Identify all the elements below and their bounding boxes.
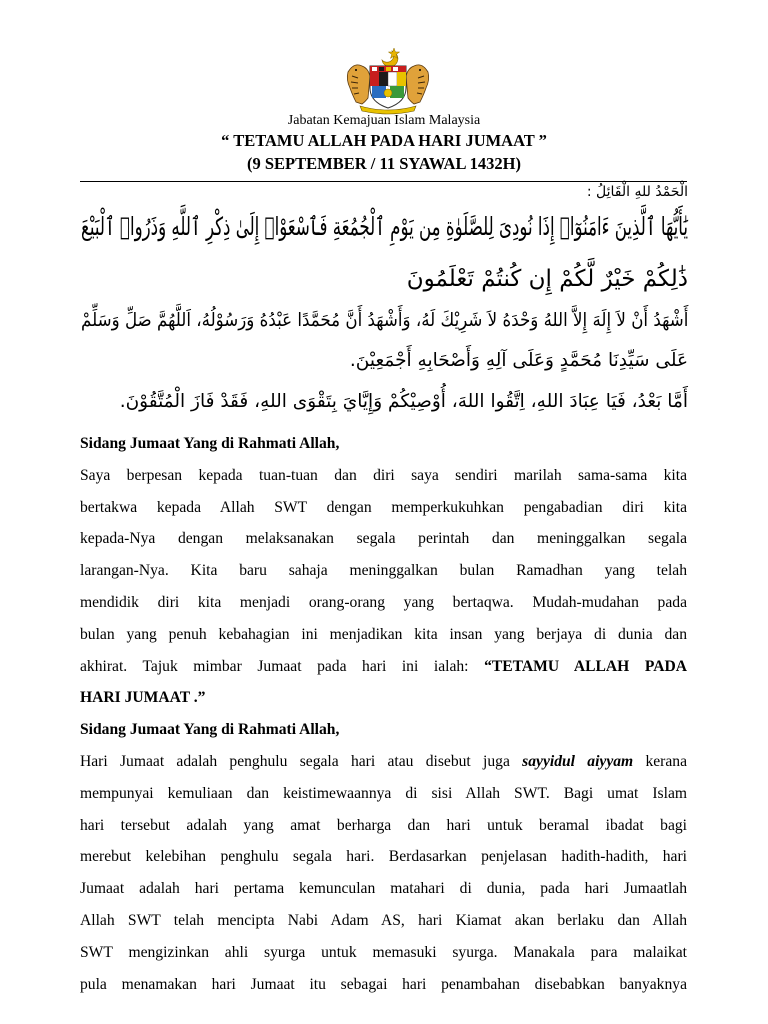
paragraph-line: Allah SWT telah mencipta Nabi Adam AS, hari Kiamat akan berlaku dan Allah bbox=[80, 911, 687, 929]
sermon-title-reference-end: HARI JUMAAT .” bbox=[80, 689, 206, 707]
arabic-shahada-line-1: أَشْهَدُ أَنْ لاَ إِلَهَ إِلاَّ اللهُ وَحْدَهُ لاَ شَرِيْكَ لَهُ، وَأَشْهَدُ أَنَّ مُحَمَّدًا عَبْدُهُ وَرَسُوْلُهُ، اَللَّهُمَّ صَلِّ وَسَلِّمْ bbox=[80, 310, 688, 331]
sermon-title: “ TETAMU ALLAH PADA HARI JUMAAT ” bbox=[221, 131, 547, 150]
arabic-opening: الْحَمْدُ للهِ الْقَائِلُ : bbox=[586, 184, 688, 200]
paragraph-line: merebut kelebihan penghulu segala hari. Berdasarkan penjelasan hadith-hadith, hari bbox=[80, 848, 687, 866]
paragraph-line: bertakwa kepada Allah SWT dengan memperkukuhkan pengabadian diri kita bbox=[80, 498, 687, 516]
paragraph-line: Saya berpesan kepada tuan-tuan dan diri saya sendiri marilah sama-sama kita bbox=[80, 466, 687, 484]
section-heading: Sidang Jumaat Yang di Rahmati Allah, bbox=[80, 435, 340, 452]
paragraph-line: hari tersebut adalah yang amat berharga dan hari untuk beramal ibadat bagi bbox=[80, 816, 687, 834]
paragraph-line bbox=[80, 651, 687, 683]
sermon-body bbox=[80, 428, 687, 1000]
section-heading: Sidang Jumaat Yang di Rahmati Allah, bbox=[80, 721, 340, 739]
arabic-verse-line-2: ذَٰلِكُمْ خَيْرٌ لَّكُمْ إِن كُنتُمْ تَعْلَمُونَ bbox=[406, 266, 688, 292]
paragraph-text: kerana bbox=[633, 752, 687, 770]
organization-name: Jabatan Kemajuan Islam Malaysia bbox=[287, 113, 481, 128]
sermon-date: (9 SEPTEMBER / 11 SYAWAL 1432H) bbox=[247, 154, 521, 173]
emphasized-term: sayyidul aiyyam bbox=[522, 752, 634, 770]
paragraph-text: akhirat. Tajuk mimbar Jumaat pada hari ini ialah: bbox=[80, 657, 485, 675]
paragraph-line: Jumaat adalah hari pertama kemunculan matahari di dunia, pada hari Jumaatlah bbox=[80, 880, 687, 898]
malaysia-coat-of-arms-emblem bbox=[342, 46, 434, 116]
paragraph-line: kepada-Nya dengan melaksanakan segala perintah dan meninggalkan segala bbox=[80, 530, 687, 548]
paragraph-line: pula menamakan hari Jumaat itu sebagai hari penambahan disebabkan banyaknya bbox=[80, 975, 687, 993]
paragraph-line: SWT mengizinkan ahli syurga untuk memasuki syurga. Manakala para malaikat bbox=[80, 943, 687, 961]
paragraph-line: mempunyai kemuliaan dan keistimewaannya di sisi Allah SWT. Bagi umat Islam bbox=[80, 784, 687, 802]
header-divider bbox=[80, 181, 687, 182]
paragraph-line bbox=[80, 682, 687, 714]
paragraph-line bbox=[80, 746, 687, 778]
arabic-verse-line-1: يَٰأَيُّهَا ٱلَّذِينَ ءَامَنُوٓا۟ إِذَا نُودِىَ لِلصَّلَوٰةِ مِن يَوْمِ ٱلْجُمُعَةِ فَٱسْعَوْا۟ إِلَىٰ ذِكْرِ ٱللَّهِ وَذَرُوا۟ ٱلْبَيْعَ bbox=[81, 212, 688, 241]
arabic-amma-badu: أَمَّا بَعْدُ، فَيَا عِبَادَ اللهِ، اِتَّقُوا اللهَ، أُوْصِيْكُمْ وَإِيَّايَ بِتَقْوَى اللهِ، فَقَدْ فَازَ الْمُتَّقُوْنَ. bbox=[119, 391, 688, 412]
paragraph-line: bulan yang penuh kebahagian ini menjadikan kita insan yang berjaya di dunia dan bbox=[80, 625, 687, 643]
arabic-shahada-line-2: عَلَى سَيِّدِنَا مُحَمَّدٍ وَعَلَى آلِهِ وَأَصْحَابِهِ أَجْمَعِيْنَ. bbox=[349, 350, 688, 371]
sermon-title-reference: “TETAMU ALLAH PADA bbox=[484, 657, 687, 675]
paragraph-line: larangan-Nya. Kita baru sahaja meninggalkan bulan Ramadhan yang telah bbox=[80, 562, 687, 580]
paragraph-line: mendidik diri kita menjadi orang-orang yang bertaqwa. Mudah-mudahan pada bbox=[80, 593, 687, 611]
paragraph-text: Hari Jumaat adalah penghulu segala hari atau disebut juga bbox=[80, 752, 523, 770]
